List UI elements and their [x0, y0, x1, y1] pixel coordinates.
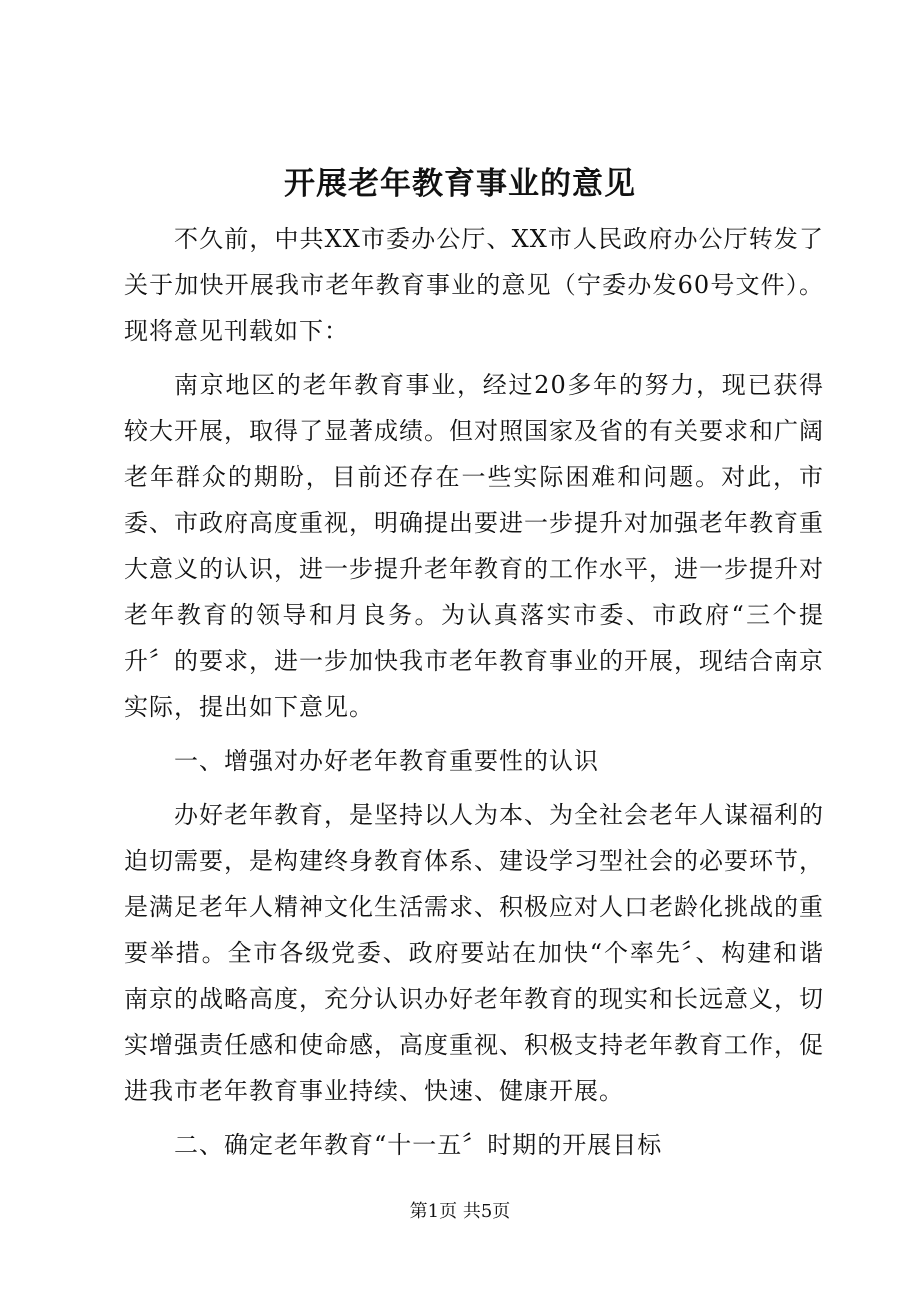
paragraph-intro: 不久前，中共XX市委办公厅、XX市人民政府办公厅转发了关于加快开展我市老年教育事业的意见（宁委办发60号文件）。现将意见刊载如下：	[124, 225, 824, 345]
paragraph-importance: 办好老年教育，是坚持以人为本、为全社会老年人谋福利的迫切需要，是构建终身教育体系、建设学习型社会的必要环节，是满足老年人精神文化生活需求、积极应对人口老龄化挑战的重要举措。全市各级党委、政府要站在加快“个率先〞、构建和谐南京的战略高度，充分认识办好老年教育的现实和长远意义，切实增强责任感和使命感，高度重视、积极支持老年教育工作，促进我市老年教育事业持续、快速、健康开展。	[124, 801, 824, 1105]
document-title: 开展老年教育事业的意见	[284, 166, 636, 202]
page-number-footer: 第1页 共5页	[409, 1201, 511, 1222]
document-body	[124, 216, 824, 1168]
section-heading-1: 一、增强对办好老年教育重要性的认识	[174, 747, 599, 775]
paragraph-background: 南京地区的老年教育事业，经过20多年的努力，现已获得较大开展，取得了显著成绩。但对照国家及省的有关要求和广阔老年群众的期盼，目前还存在一些实际困难和问题。对此，市委、市政府高度重视，明确提出要进一步提升对加强老年教育重大意义的认识，进一步提升老年教育的工作水平，进一步提升对老年教育的领导和月良务。为认真落实市委、市政府“三个提升〞的要求，进一步加快我市老年教育事业的开展，现结合南京实际，提出如下意见。	[124, 371, 824, 721]
section-heading-2: 二、确定老年教育“十一五〞时期的开展目标	[174, 1131, 663, 1159]
